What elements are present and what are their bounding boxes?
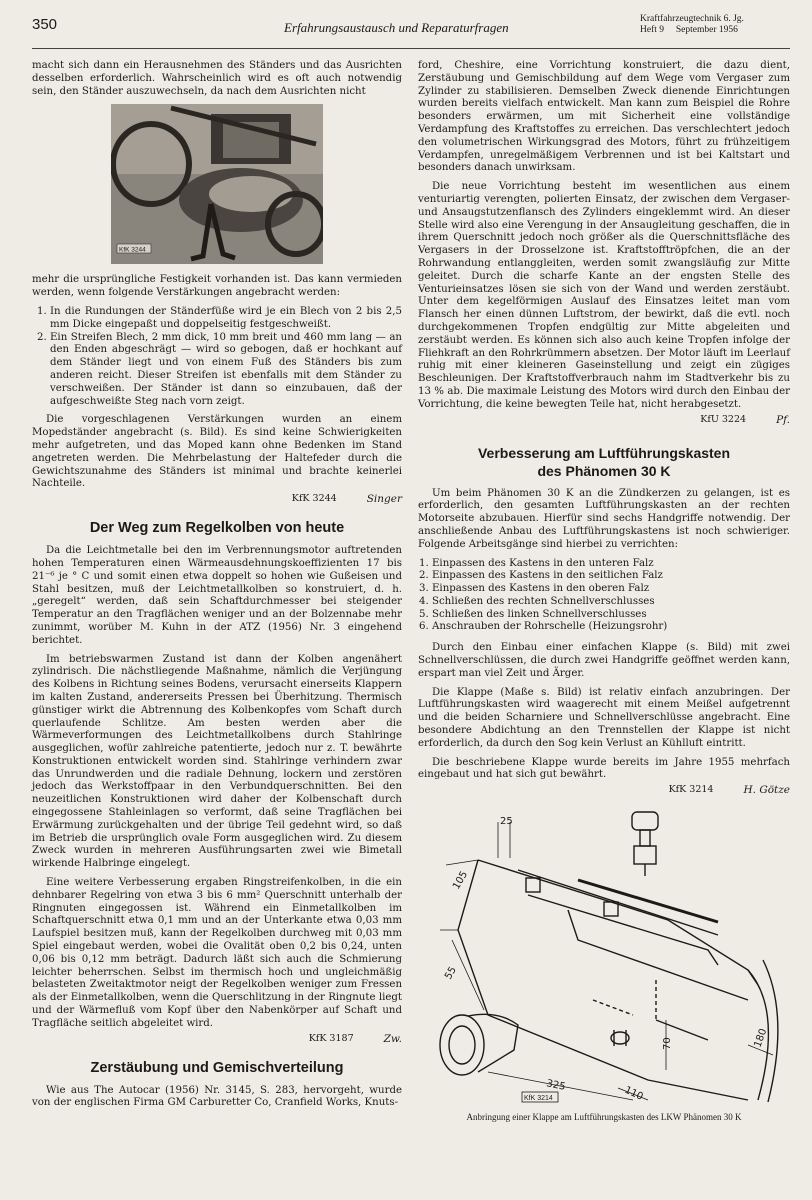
moped-stand-photo (111, 104, 323, 264)
list-item: 2. Einpassen des Kastens in den seitlichen Falz (432, 570, 790, 583)
sig-code: KfU 3224 (700, 413, 747, 425)
list-item: 3. Einpassen des Kastens in den oberen Falz (432, 583, 790, 596)
list-item: 1. Einpassen des Kastens in den unteren Falz (432, 558, 790, 571)
right-column (418, 60, 790, 1122)
paragraph: Die neue Vorrichtung besteht im wesentlichen aus einem venturiartig verengten, polierten Einsatz, der zwischen dem Vergaser- und Ansaugstutzenflansch des Zylinders eingeklemmt wird. An dieser Stelle wird also eine Verengung in der Ansaugleitung geschaffen, die in ihrem Querschnitt jedoch noch größer als die Querschnittsfläche des Vergasers in der Drosselzone ist. Kraftstofftröpfchen, die an der Rohrwandung entlanggleiten, werden somit zwangsläufig zur Mitte geleitet. Durch die scharfe Kante an der engsten Stelle des Venturieinsatzes lösen sie sich von der Wand und werden zerstäubt. Unter dem kegelförmigen Auslauf des Einsatzes leitet man vom Flansch her einen dünnen Luftstrom, der bewirkt, daß die evtl. noch durchgekommenen Tropfen endgültig zur Mitte abgeleiten und zerstäubt werden. Es können sich also auch keine Tropfen infolge der Fliehkraft an den Rohrkrümmern absetzen. Der Motor läuft im Leerlauf ruhig mit einer kleineren Gaseinstellung und zeigt ein zügiges Beschleunigen. Der Kraftstoffverbrauch nahm im Stadtverkehr bis zu 13 % ab. Die maximale Leistung des Motors wird durch den Einbau der Vorrichtung, die keine bewegten Teile hat, nicht herabgesetzt. (418, 181, 790, 410)
dim-110: 110 (622, 1084, 645, 1104)
sig-code: KfK 3244 (291, 493, 337, 505)
signature-2 (32, 1033, 402, 1045)
page-number: 350 (32, 16, 58, 33)
diagram-caption: Anbringung einer Klappe am Luftführungskasten des LKW Phänomen 30 K (466, 1112, 742, 1123)
sig-code: KfK 3187 (308, 1032, 354, 1044)
paragraph: Die Klappe (Maße s. Bild) ist relativ einfach anzubringen. Der Luftführungskasten wird waagerecht mit einem Meißel aufgetrennt und die beiden Scharniere und Schnellverschlüsse angebracht. Eine besondere Abdichtung an den Trennstellen der Klappe ist nicht erforderlich, da durch den Sog kein Verlust an Kühlluft eintritt. (418, 686, 790, 749)
work-steps-list (418, 558, 790, 635)
paragraph: Um beim Phänomen 30 K an die Zündkerzen zu gelangen, ist es erforderlich, den gesamten Luftführungskasten an der rechten Motorseite abzubauen. Hierfür sind sechs Handgriffe notwendig. Der anschließende Anbau des Luftführungskastens ist noch schwieriger. Folgende Arbeitsgänge sind hierbei zu verrichten: (418, 487, 790, 550)
dim-105: 105 (451, 869, 471, 892)
list-item: 5. Schließen des linken Schnellverschlusses (432, 609, 790, 622)
flap-diagram (418, 810, 790, 1110)
list-item: 6. Anschrauben der Rohrschelle (Heizungsrohr) (432, 621, 790, 634)
sig-name: Zw. (383, 1032, 402, 1045)
sig-code: KfK 3214 (668, 784, 714, 796)
paragraph: Eine weitere Verbesserung ergaben Ringstreifenkolben, in die ein dehnbarer Regelring von etwa 3 bis 6 mm² Querschnitt unterhalb der Ringnuten eingegossen ist. Während ein Einmetallkolben im Schaftquerschnitt etwa 0,1 mm und an der Unterkante etwa 0,03 mm Laufspiel besitzen muß, kann der Regelkolben durchweg mit 0,03 mm Spiel eingebaut werden, wobei die Ovalität oben 0,2 bis 0,24, unten 0,06 bis 0,12 mm beträgt. Dadurch läßt sich auch die Schmierung leichter beherrschen. Selbst im thermisch hoch und ungleichmäßig belasteten Zweitaktmotor neigt der Regelkolben weniger zum Fressen als der Einmetallkolben, wenn die Querschlitzung in der Ringnute liegt und der Wärmefluß vom Kopf über den Nabenkörper auf Schaft und Tragfläche seitlich abgeleitet wird. (32, 877, 402, 1029)
journal-info (640, 14, 790, 36)
article-heading-zerstaeubung: Zerstäubung und Gemischverteilung (90, 1059, 344, 1076)
dim-325: 325 (545, 1078, 567, 1094)
left-column (32, 60, 402, 1116)
dim-25: 25 (500, 816, 513, 828)
dim-180: 180 (752, 1027, 770, 1050)
paragraph: Durch den Einbau einer einfachen Klappe (s. Bild) mit zwei Schnellverschlüssen, die durch zwei Handgriffe geöffnet werden kann, erspart man viel Zeit und Ärger. (418, 642, 790, 679)
after-photo-paragraph: mehr die ursprüngliche Festigkeit vorhanden ist. Das kann vermieden werden, wenn folgende Verstärkungen angebracht werden: (32, 274, 402, 299)
sig-name: Pf. (776, 413, 790, 426)
signature-4 (418, 784, 790, 796)
sig-name: Singer (366, 493, 402, 506)
closing-paragraph: Die vorgeschlagenen Verstärkungen wurden an einem Mopedständer angebracht (s. Bild). Es sind keine Schwierigkeiten mehr aufgetreten, und das Moped kann ohne Bedenken im Stand angetreten werden. Die Mehrbelastung der Haltefeder durch die Gewichtszunahme des Ständers ist minimal und brachte keinerlei Nachteile. (32, 414, 402, 490)
paragraph: ford, Cheshire, eine Vorrichtung konstruiert, die dazu dient, Zerstäubung und Gemischbildung auf dem Wege vom Vergaser zum Zylinder zu stabilisieren. Demselben Zweck dienende Einrichtungen wurden bereits vielfach entwickelt. Man kann zum Beispiel die Rohre besonders erwärmen, um mit Sicherheit eine vollständige Verdampfung des Kraftstoffes zu erreichen. Das verschlechtert jedoch den volumetrischen Wirkungsgrad des Motors, führt zu frühzeitigem Verdampfen, unregelmäßigem Verbrennen und ist bei Kaltstart und besonders danach unwirksam. (418, 60, 790, 174)
intro-paragraph: macht sich dann ein Herausnehmen des Ständers und das Ausrichten desselben erforderlich. Wahrscheinlich wird es oft auch notwendig sein, den Ständer auszuwechseln, da nach dem Ausrichten nicht (32, 60, 402, 97)
paragraph: Da die Leichtmetalle bei den im Verbrennungsmotor auftretenden hohen Temperaturen einen Wärmeausdehnungskoeffizienten 17 bis 21⁻⁶ je ° C und somit einen etwa doppelt so hohen wie Gußeisen und Stahl besitzen, muß der Leichtmetallkolben so konstruiert, d. h. „geregelt“ werden, daß sein Schaftdurchmesser bei steigender Temperatur an den Tragflächen weniger und an der Bolzennabe mehr zunimmt, worüber M. Kuhn in der ATZ (1956) Nr. 3 eingehend berichtet. (32, 545, 402, 646)
paragraph: Wie aus The Autocar (1956) Nr. 3145, S. 283, hervorgeht, wurde von der englischen Firma GM Carburetter Co, Cranfield Works, Knuts- (32, 1084, 402, 1109)
paragraph: Die beschriebene Klappe wurde bereits im Jahre 1955 mehrfach eingebaut und hat sich gut bewährt. (418, 756, 790, 781)
article-heading-luftfuehrungskasten (418, 444, 790, 480)
signature-3 (418, 414, 790, 426)
reinforcement-list (32, 306, 402, 408)
journal-line-1: Kraftfahrzeugtechnik 6. Jg. (640, 14, 744, 24)
list-item: 1. In die Rundungen der Ständerfüße wird je ein Blech von 2 bis 2,5 mm Dicke eingepaßt und doppelseitig festgeschweißt. (50, 306, 402, 332)
running-title: Erfahrungsaustausch und Reparaturfragen (284, 20, 509, 35)
heading-line-2: des Phänomen 30 K (537, 462, 671, 479)
page-header (32, 14, 790, 49)
heading-line-1: Verbesserung am Luftführungskasten (477, 444, 731, 461)
list-item: 4. Schließen des rechten Schnellverschlusses (432, 596, 790, 609)
list-item: 2. Ein Streifen Blech, 2 mm dick, 10 mm breit und 460 mm lang — an den Enden abgeschrägt — wird so gebogen, daß er hochkant auf dem Ständer liegt und von einem Fuß des Ständers bis zum anderen reicht. Dieser Streifen ist ebenfalls mit dem Ständer zu verschweißen. Der Ständer ist dann so einzubauen, daß der aufgeschweißte Steg nach vorn zeigt. (50, 332, 402, 409)
signature-1 (32, 493, 402, 505)
article-heading-regelkolben: Der Weg zum Regelkolben von heute (89, 520, 345, 537)
journal-line-2: Heft 9 September 1956 (640, 25, 738, 35)
dim-70: 70 (662, 1037, 673, 1051)
dim-55: 55 (443, 965, 459, 982)
photo-label: KfK 3244 (119, 246, 146, 254)
sig-name: H. Götze (743, 784, 790, 797)
paragraph: Im betriebswarmen Zustand ist dann der Kolben angenähert zylindrisch. Die nächstliegende Maßnahme, nämlich die Verjüngung des Kolbens in Richtung seines Bodens, verursacht einerseits Klappern im kalten Zustand, andererseits Pressen bei Überhitzung. Thermisch günstiger wirkt die Abtrennung des Kolbenkopfes vom Schaft durch querlaufende Schlitze. Am besten werden aber die Wärmeverformungen des Leichtmetallkolbens durch Stahlringe ausgeglichen, wofür zahlreiche patentierte, jedoch nur z. T. bewährte Konstruktionen entwickelt worden sind. Stahlringe verhindern zwar das Unrundwerden und die radiale Dehnung, lockern und zerstören jedoch das Werkstoffpaar in den Verbundquerschnitten. Bei den neuzeitlichen Konstruktionen wird daher der Kolbenschaft durch eingegossene Stahleinlagen so verformt, daß seine Tragflächen bei Erwärmung zurückgehalten und der übrige Teil gedehnt wird, so daß im Betrieb die ursprünglich ovale Form ausgeglichen wird. Zu diesem Zweck wurden in mehreren Ausführungsarten zwei wie Bimetall wirkende Halbringe eingelegt. (32, 653, 402, 870)
diagram-label: KfK 3214 (524, 1095, 553, 1103)
